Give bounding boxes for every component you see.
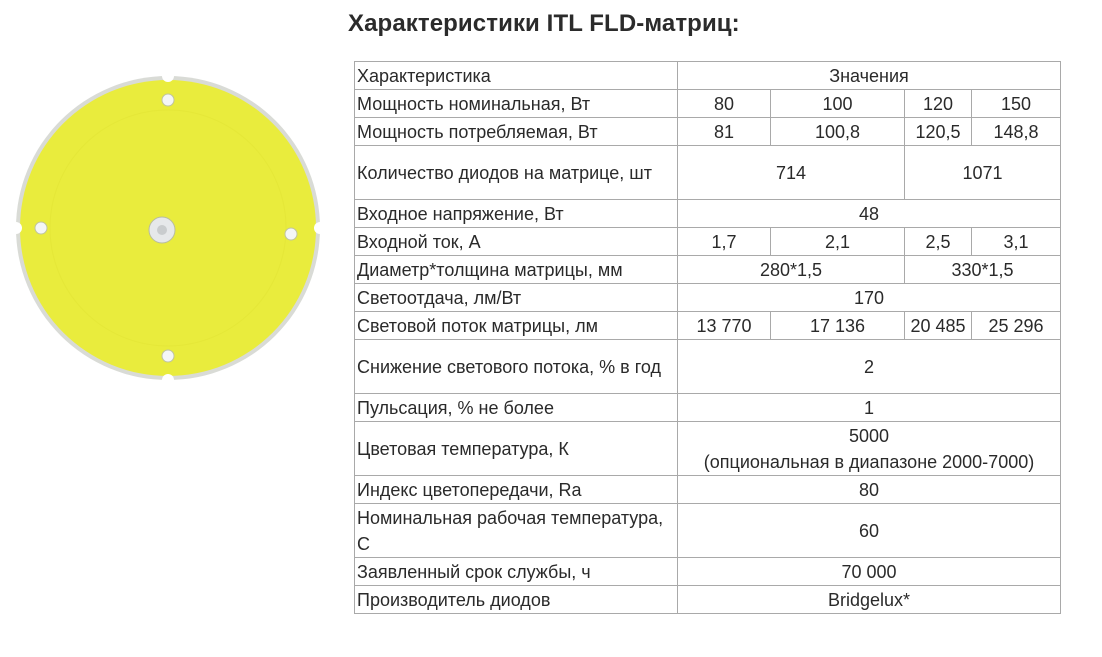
row-value: 5000	[848, 425, 890, 446]
specs-table	[354, 61, 1061, 614]
row-value-group	[678, 422, 1061, 476]
table-row	[355, 394, 1061, 422]
row-value: 80	[678, 476, 1061, 504]
led-matrix-disc-image	[8, 70, 328, 390]
row-label: Светоотдача, лм/Вт	[355, 284, 678, 312]
row-value: 120,5	[905, 118, 972, 146]
row-value: 1071	[905, 146, 1061, 200]
row-label: Световой поток матрицы, лм	[355, 312, 678, 340]
row-value: 100	[771, 90, 905, 118]
row-label: Цветовая температура, К	[355, 422, 678, 476]
table-row	[355, 90, 1061, 118]
table-row	[355, 558, 1061, 586]
header-label: Характеристика	[355, 62, 678, 90]
table-row	[355, 340, 1061, 394]
row-label: Пульсация, % не более	[355, 394, 678, 422]
page-title: Характеристики ITL FLD-матриц:	[348, 10, 740, 37]
table-row	[355, 118, 1061, 146]
row-value: 17 136	[771, 312, 905, 340]
row-label: Мощность номинальная, Вт	[355, 90, 678, 118]
row-value: 148,8	[972, 118, 1061, 146]
row-label: Количество диодов на матрице, шт	[355, 146, 678, 200]
row-label: Входной ток, А	[355, 228, 678, 256]
header-value: Значения	[678, 62, 1061, 90]
row-value: 120	[905, 90, 972, 118]
row-note: (опциональная в диапазоне 2000-7000)	[703, 451, 1035, 472]
led-matrix-disc-icon	[8, 70, 328, 390]
row-value: 20 485	[905, 312, 972, 340]
row-label: Заявленный срок службы, ч	[355, 558, 678, 586]
table-row	[355, 422, 1061, 476]
row-label: Снижение светового потока, % в год	[355, 340, 678, 394]
row-value: 48	[678, 200, 1061, 228]
row-value: 80	[678, 90, 771, 118]
row-value: 2,5	[905, 228, 972, 256]
row-label: Индекс цветопередачи, Ra	[355, 476, 678, 504]
row-value: 3,1	[972, 228, 1061, 256]
table-row	[355, 284, 1061, 312]
row-value: 60	[678, 504, 1061, 558]
table-row	[355, 312, 1061, 340]
row-value: 150	[972, 90, 1061, 118]
row-value: 70 000	[678, 558, 1061, 586]
row-value: 1,7	[678, 228, 771, 256]
row-label: Входное напряжение, Вт	[355, 200, 678, 228]
row-label: Диаметр*толщина матрицы, мм	[355, 256, 678, 284]
row-value: 280*1,5	[678, 256, 905, 284]
row-value: 714	[678, 146, 905, 200]
table-row	[355, 200, 1061, 228]
row-value: Bridgelux*	[678, 586, 1061, 614]
table-row	[355, 476, 1061, 504]
row-value: 81	[678, 118, 771, 146]
row-value: 25 296	[972, 312, 1061, 340]
row-value: 2,1	[771, 228, 905, 256]
row-value: 100,8	[771, 118, 905, 146]
table-row	[355, 504, 1061, 558]
row-label: Номинальная рабочая температура, С	[355, 504, 678, 558]
row-value: 13 770	[678, 312, 771, 340]
table-row	[355, 586, 1061, 614]
table-row	[355, 256, 1061, 284]
table-row	[355, 146, 1061, 200]
table-header-row	[355, 62, 1061, 90]
row-value: 1	[678, 394, 1061, 422]
row-value: 330*1,5	[905, 256, 1061, 284]
row-label: Мощность потребляемая, Вт	[355, 118, 678, 146]
row-value: 170	[678, 284, 1061, 312]
table-row	[355, 228, 1061, 256]
row-label: Производитель диодов	[355, 586, 678, 614]
row-value: 2	[678, 340, 1061, 394]
